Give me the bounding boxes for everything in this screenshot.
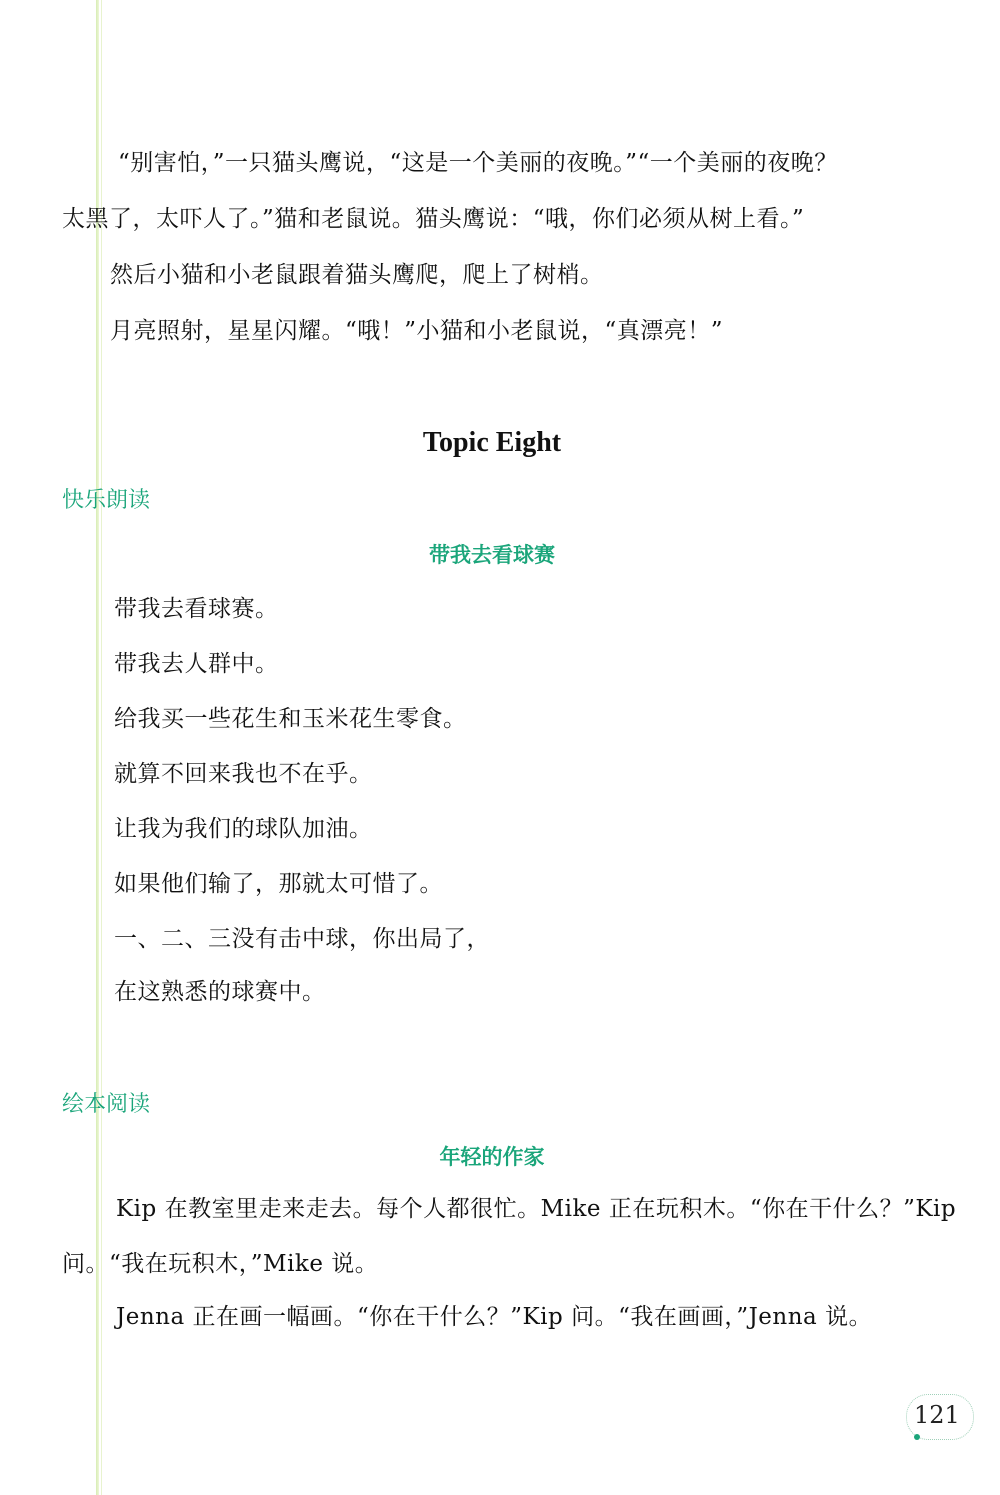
section-label-picture-book: 绘本阅读	[62, 1092, 151, 1117]
page-number: 121	[914, 1401, 960, 1429]
section-label-happy-reading: 快乐朗读	[62, 488, 151, 513]
topic-title: Topic Eight	[422, 427, 562, 458]
story-paragraph-2: 然后小猫和小老鼠跟着猫头鹰爬，爬上了树梢。	[110, 262, 604, 288]
poem-line-6: 如果他们输了，那就太可惜了。	[114, 871, 443, 897]
book-paragraph-2: Jenna 正在画一幅画。“你在干什么？”Kip 问。“我在画画，”Jenna 说。	[116, 1304, 873, 1330]
poem-line-5: 让我为我们的球队加油。	[114, 816, 373, 842]
poem-line-2: 带我去人群中。	[114, 651, 279, 677]
book-paragraph-1-line-1: Kip 在教室里走来走去。每个人都很忙。Mike 正在玩积木。“你在干什么？”Kip	[116, 1196, 957, 1222]
book-paragraph-1-line-2: 问。“我在玩积木，”Mike 说。	[62, 1251, 379, 1277]
poem-line-1: 带我去看球赛。	[114, 596, 279, 622]
poem-line-4: 就算不回来我也不在乎。	[114, 761, 373, 787]
poem-line-3: 给我买一些花生和玉米花生零食。	[114, 706, 467, 732]
page-number-dot-icon	[914, 1434, 920, 1440]
story-paragraph-1-line-1: “别害怕，”一只猫头鹰说，“这是一个美丽的夜晚。”“一个美丽的夜晚？	[118, 150, 838, 176]
poem-line-8: 在这熟悉的球赛中。	[114, 979, 326, 1005]
story-title: 年轻的作家	[439, 1145, 545, 1169]
story-paragraph-3: 月亮照射，星星闪耀。“哦！”小猫和小老鼠说，“真漂亮！”	[110, 318, 724, 344]
poem-line-7: 一、二、三没有击中球，你出局了，	[114, 926, 490, 952]
story-paragraph-1-line-2: 太黑了，太吓人了。”猫和老鼠说。猫头鹰说：“哦，你们必须从树上看。”	[62, 206, 805, 232]
poem-title: 带我去看球赛	[429, 543, 555, 567]
